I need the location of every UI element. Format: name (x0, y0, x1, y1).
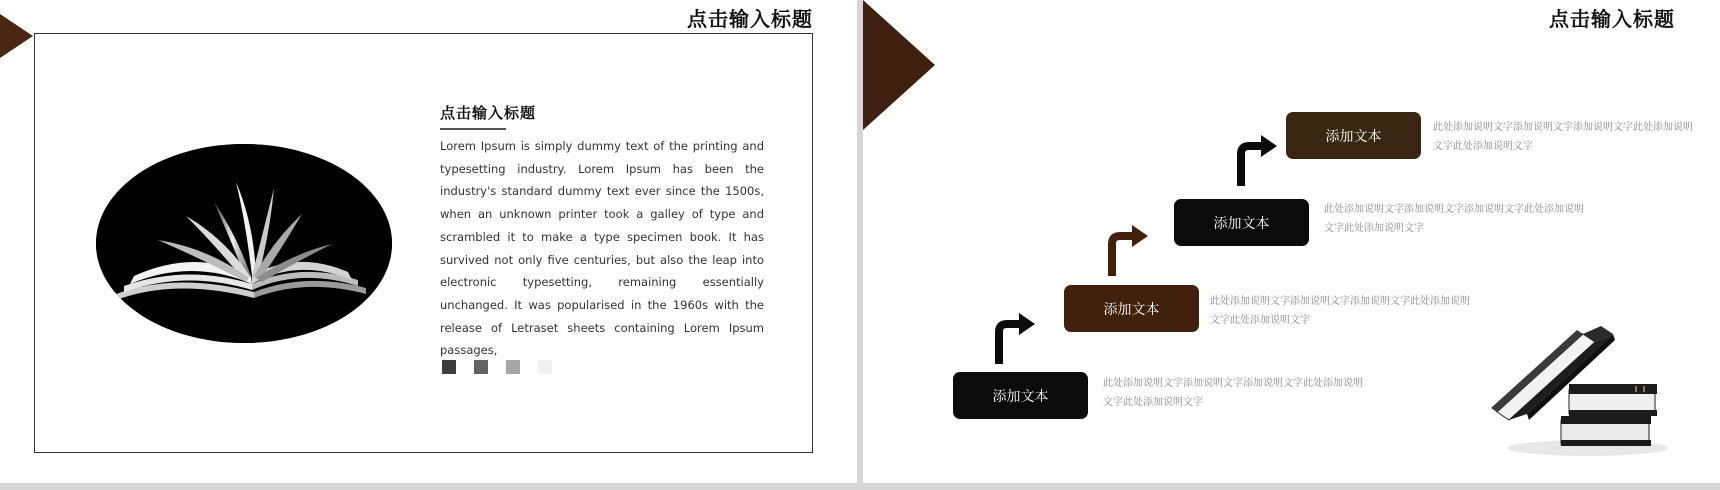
slide-title[interactable]: 点击输入标题 (1549, 7, 1675, 31)
curved-arrow-icon (1233, 132, 1281, 188)
books-stack-image (1483, 320, 1673, 460)
color-swatch-3 (506, 360, 520, 374)
color-swatch-1 (442, 360, 456, 374)
color-swatch-4 (538, 360, 552, 374)
corner-triangle-decoration (863, 0, 935, 130)
step-1-box[interactable]: 添加文本 (953, 372, 1088, 419)
open-book-illustration (96, 144, 392, 343)
title-underline (440, 128, 506, 130)
step-4-description[interactable]: 此处添加说明文字添加说明文字添加说明文字此处添加说明文字此处添加说明文字 (1433, 122, 1693, 152)
step-2-box[interactable]: 添加文本 (1064, 285, 1199, 332)
corner-triangle-decoration (0, 14, 33, 58)
curved-arrow-icon (991, 310, 1039, 366)
step-3-box[interactable]: 添加文本 (1174, 199, 1309, 246)
step-3-description[interactable]: 此处添加说明文字添加说明文字添加说明文字此处添加说明文字此处添加说明文字 (1324, 204, 1584, 234)
step-1-description[interactable]: 此处添加说明文字添加说明文字添加说明文字此处添加说明文字此处添加说明文字 (1103, 378, 1363, 408)
content-body-text[interactable]: Lorem Ipsum is simply dummy text of the printing and typesetting industry. Lorem Ipsum has been the industry's standard dummy text ever since the 1500s, when an unknown printer took a galley of type and scrambled it to make a type specimen book. It has survived not only five centuries, but also the leap into electronic typesetting, remaining essentially unchanged. It was popularised in the 1960s with the release of Letraset sheets containing Lorem Ipsum passages, (440, 139, 764, 358)
book-image (96, 144, 392, 343)
curved-arrow-icon (1104, 222, 1152, 278)
step-4-box[interactable]: 添加文本 (1286, 112, 1421, 159)
color-swatch-2 (474, 360, 488, 374)
slide-title[interactable]: 点击输入标题 (687, 7, 813, 31)
left-slide (0, 0, 857, 483)
right-slide (863, 0, 1720, 483)
content-title[interactable]: 点击输入标题 (440, 104, 537, 122)
step-2-description[interactable]: 此处添加说明文字添加说明文字添加说明文字此处添加说明文字此处添加说明文字 (1210, 296, 1470, 326)
